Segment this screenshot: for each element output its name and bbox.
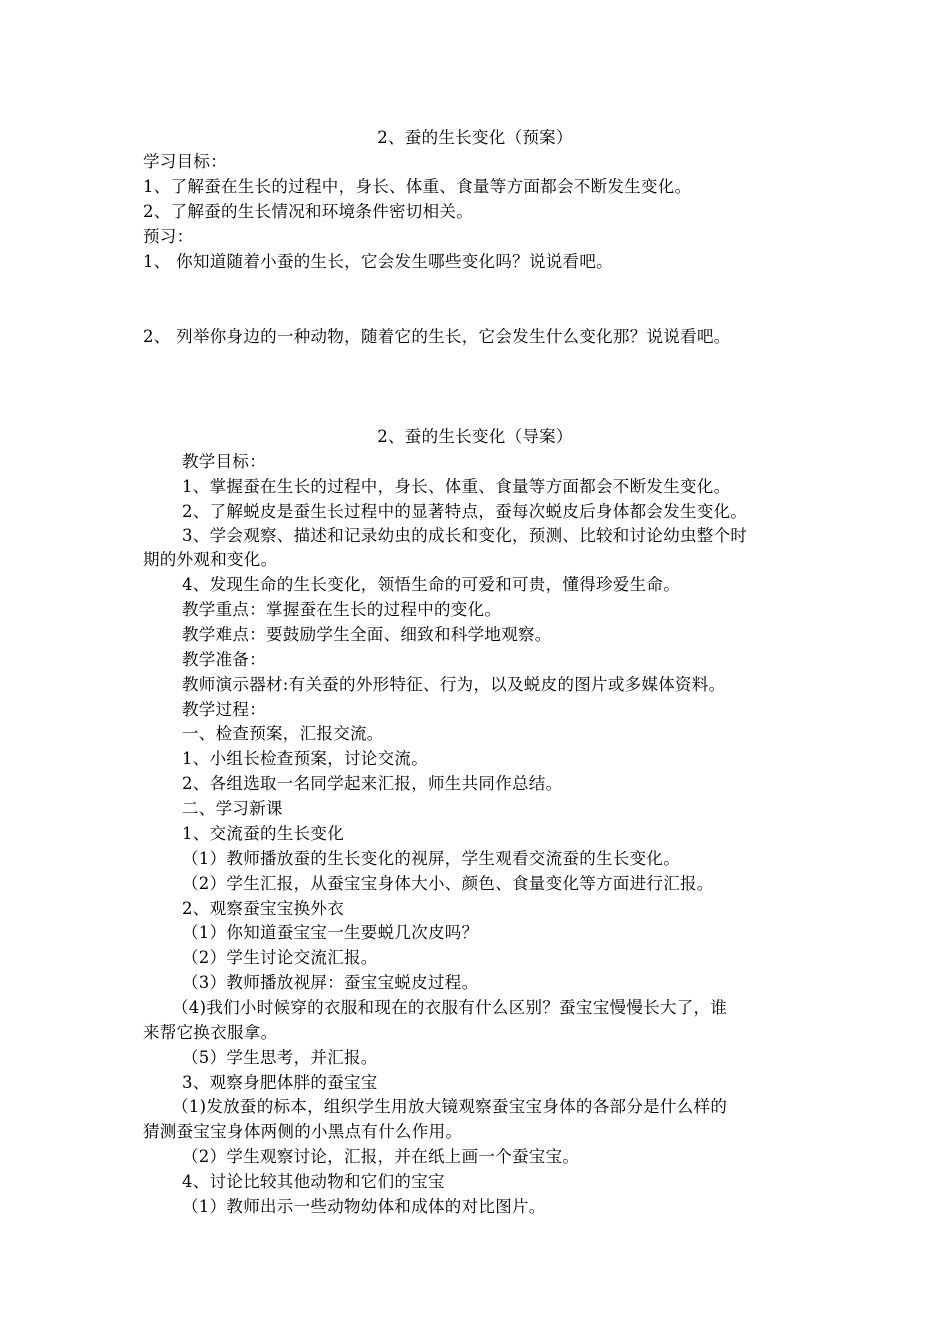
- guide-line: （2）学生汇报，从蚕宝宝身体大小、颜色、食量变化等方面进行汇报。: [182, 874, 714, 893]
- guide-line: 教学过程：: [182, 700, 266, 719]
- guide-line: 1、掌握蚕在生长的过程中，身长、体重、食量等方面都会不断发生变化。: [182, 477, 731, 496]
- guide-line: 一、检查预案，汇报交流。: [182, 724, 384, 743]
- guide-line: （2）学生观察讨论，汇报，并在纸上画一个蚕宝宝。: [182, 1147, 580, 1166]
- preview-question-1: 1、 你知道随着小蚕的生长，它会发生哪些变化吗？说说看吧。: [143, 252, 613, 271]
- preview-goals-heading: 学习目标：: [143, 152, 227, 171]
- preview-goal-1: 1、了解蚕在生长的过程中，身长、体重、食量等方面都会不断发生变化。: [143, 177, 692, 196]
- guide-line: 二、学习新课: [182, 799, 283, 818]
- guide-line: 教学目标：: [182, 452, 266, 471]
- guide-line: 来帮它换衣服拿。: [143, 1023, 278, 1042]
- guide-line: 教师演示器材:有关蚕的外形特征、行为，以及蜕皮的图片或多媒体资料。: [182, 675, 726, 694]
- guide-line: （2）学生讨论交流汇报。: [182, 948, 378, 967]
- guide-line: 教学准备：: [182, 650, 266, 669]
- guide-line: 2、观察蚕宝宝换外衣: [182, 899, 344, 918]
- preview-prep-heading: 预习：: [143, 227, 194, 246]
- guide-line: 4、讨论比较其他动物和它们的宝宝: [182, 1172, 445, 1191]
- guide-line: 教学重点：掌握蚕在生长的过程中的变化。: [182, 600, 502, 619]
- guide-line: （1)发放蚕的标本，组织学生用放大镜观察蚕宝宝身体的各部分是什么样的: [172, 1097, 728, 1116]
- guide-line: 猜测蚕宝宝身体两侧的小黑点有什么作用。: [143, 1122, 463, 1141]
- guide-line: 1、交流蚕的生长变化: [182, 824, 344, 843]
- guide-line: （3）教师播放视屏：蚕宝宝蜕皮过程。: [182, 973, 479, 992]
- guide-line: 3、学会观察、描述和记录幼虫的成长和变化，预测、比较和讨论幼虫整个时: [182, 526, 748, 545]
- guide-line: 期的外观和变化。: [143, 550, 278, 569]
- guide-line: 1、小组长检查预案，讨论交流。: [182, 749, 428, 768]
- guide-line: （4)我们小时候穿的衣服和现在的衣服有什么区别？蚕宝宝慢慢长大了，谁: [172, 998, 728, 1017]
- guide-line: （5）学生思考，并汇报。: [182, 1048, 378, 1067]
- preview-title: 2、蚕的生长变化（预案）: [377, 128, 573, 147]
- guide-line: （1）教师出示一些动物幼体和成体的对比图片。: [182, 1197, 546, 1216]
- preview-question-2: 2、 列举你身边的一种动物，随着它的生长，它会发生什么变化那？说说看吧。: [143, 327, 731, 346]
- guide-line: （1）教师播放蚕的生长变化的视屏，学生观看交流蚕的生长变化。: [182, 849, 680, 868]
- guide-line: 3、观察身肥体胖的蚕宝宝: [182, 1073, 378, 1092]
- preview-goal-2: 2、了解蚕的生长情况和环境条件密切相关。: [143, 202, 473, 221]
- guide-line: 2、各组选取一名同学起来汇报，师生共同作总结。: [182, 774, 563, 793]
- guide-title: 2、蚕的生长变化（导案）: [377, 427, 573, 446]
- guide-line: 教学难点：要鼓励学生全面、细致和科学地观察。: [182, 625, 552, 644]
- guide-line: 4、发现生命的生长变化，领悟生命的可爱和可贵，懂得珍爱生命。: [182, 575, 680, 594]
- guide-line: 2、了解蜕皮是蚕生长过程中的显著特点，蚕每次蜕皮后身体都会发生变化。: [182, 502, 748, 521]
- guide-line: （1）你知道蚕宝宝一生要蜕几次皮吗？: [182, 923, 479, 942]
